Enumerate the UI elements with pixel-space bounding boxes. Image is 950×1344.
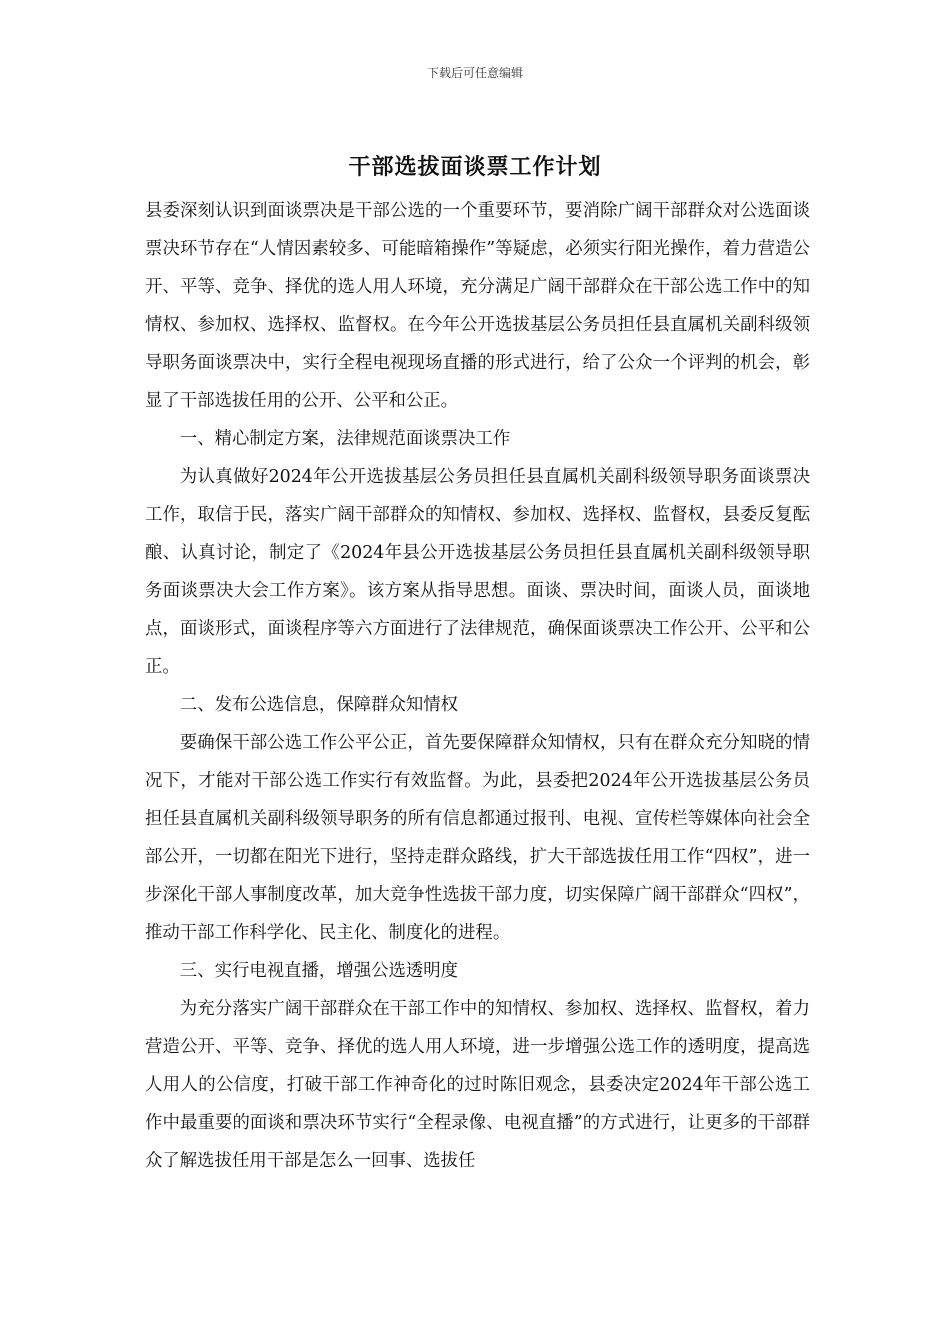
header-note: 下载后可任意编辑 [426, 66, 523, 80]
section-heading-3: 三、实行电视直播，增强公选透明度 [179, 961, 459, 981]
document-title: 干部选拔面谈票工作计划 [348, 154, 602, 180]
section-heading-1: 一、精心制定方案，法律规范面谈票决工作 [179, 429, 511, 449]
section-paragraph-2: 要确保干部公选工作公平公正，首先要保障群众知情权，只有在群众充分知晓的情况下，才能对干部公选工作实行有效监督。为此，县委把2024年公开选拔基层公务员担任县直属机关副科级领导职务的所有信息都通过报刊、电视、宣传栏等媒体向社会全部公开，一切都在阳光下进行，坚持走群众路线，扩大干部选拔任用工作“四权”，进一步深化干部人事制度改革，加大竞争性选拔干部力度，切实保障广阔干部群众“四权”，推动干部工作科学化、民主化、制度化的进程。 [145, 733, 810, 943]
section-paragraph-3: 为充分落实广阔干部群众在干部工作中的知情权、参加权、选择权、监督权，着力营造公开、平等、竞争、择优的选人用人环境，进一步增强公选工作的透明度，提高选人用人的公信度，打破干部工作神奇化的过时陈旧观念，县委决定2024年干部公选工作中最重要的面谈和票决环节实行“全程录像、电视直播”的方式进行，让更多的干部群众了解选拔任用干部是怎么一回事、选拔任 [145, 999, 810, 1171]
document-body [145, 192, 810, 1180]
intro-paragraph: 县委深刻认识到面谈票决是干部公选的一个重要环节，要消除广阔干部群众对公选面谈票决环节存在“人情因素较多、可能暗箱操作”等疑虑，必须实行阳光操作，着力营造公开、平等、竞争、择优的选人用人环境，充分满足广阔干部群众在干部公选工作中的知情权、参加权、选择权、监督权。在今年公开选拔基层公务员担任县直属机关副科级领导职务面谈票决中，实行全程电视现场直播的形式进行，给了公众一个评判的机会，彰显了干部选拔任用的公开、公平和公正。 [145, 201, 810, 411]
section-paragraph-1: 为认真做好2024年公开选拔基层公务员担任县直属机关副科级领导职务面谈票决工作，取信于民，落实广阔干部群众的知情权、参加权、选择权、监督权，县委反复酝酿、认真讨论，制定了《2024年县公开选拔基层公务员担任县直属机关副科级领导职务面谈票决大会工作方案》。该方案从指导思想。面谈、票决时间，面谈人员，面谈地点，面谈形式，面谈程序等六方面进行了法律规范，确保面谈票决工作公开、公平和公正。 [145, 467, 810, 677]
section-heading-2: 二、发布公选信息，保障群众知情权 [179, 695, 459, 715]
